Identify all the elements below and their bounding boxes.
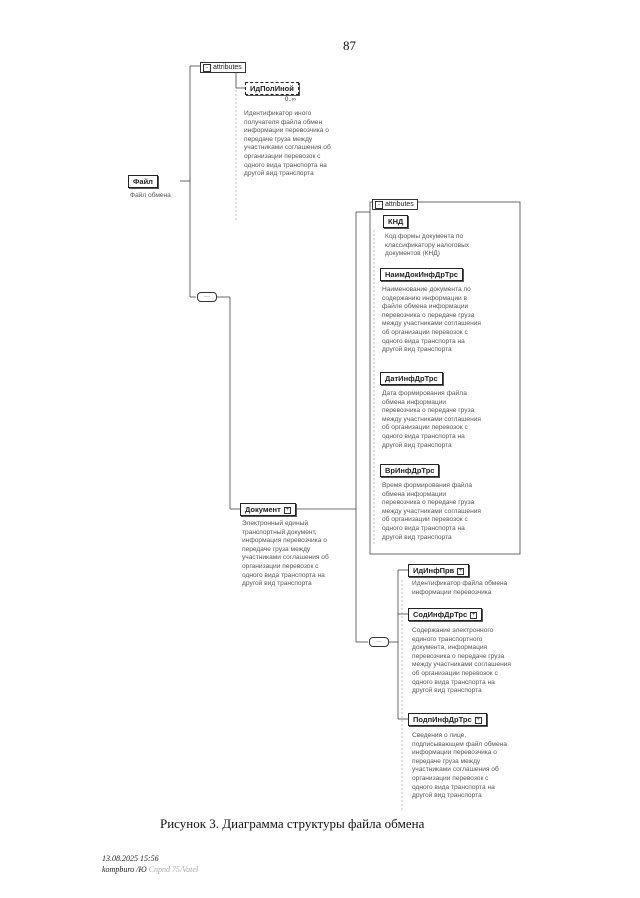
document-name: Документ (245, 505, 281, 514)
expand-icon[interactable]: + (471, 611, 476, 618)
figure-caption: Рисунок 3. Диаграмма структуры файла обмена (160, 816, 425, 831)
element-root-file[interactable] (128, 175, 158, 188)
document-description: Электронный единый транспортный документ, информация перевозчика о передаче груза между участниками соглашения об организации перевозок с одного вида транспорта на другой вид транспорта (242, 520, 329, 588)
expand-icon[interactable]: + (476, 716, 480, 723)
footer-user-name: kompburo /Ю (102, 865, 147, 874)
sodinf-description: Содержание электронного единого транспортного документа, информация перевозчика о передаче груза между участниками соглашения об организации перевозок с одного вида транспорта на другой вид транспорта (412, 627, 511, 695)
expand-icon[interactable]: + (285, 506, 290, 513)
podpinf-description: Сведения о лице, подписывающем файл обмена информации перевозчика о передаче груза между участниками соглашения об организации перевозок с одного вида транспорта на другой вид транспорта (412, 732, 507, 800)
page-number: 87 (343, 38, 356, 53)
attribute-vrinf[interactable]: ВрИнфДрТрс (380, 464, 439, 477)
attributes-label: attributes (385, 201, 414, 208)
root-attributes-tab[interactable] (200, 62, 246, 73)
footer-user-faint: Cnpnd 75/Vatel (148, 865, 199, 874)
naimdok-description: Наименование документа по содержанию информации в файле обмена информации перевозчика о передаче груза между участниками соглашения об организации перевозок с одного вида транспорта на другой вид транспорта (382, 286, 481, 354)
root-name: Файл (133, 177, 153, 186)
footer-user (102, 865, 198, 874)
document-attributes-tab[interactable] (372, 199, 418, 210)
idinfprv-description: Идентификатор файла обмена информации перевозчика (412, 580, 508, 596)
element-idpolinoy[interactable]: ИдПолИной (245, 82, 299, 95)
element-idinfprv[interactable]: ИдИнфПрв + (408, 564, 469, 577)
idpolinoy-description: Идентификатор иного получателя файла обмен информации перевозчика о передаче груза между участниками соглашения об организации перевозок с одного вида транспорта на другой вид транспорта (244, 110, 331, 178)
attribute-knd[interactable]: КНД (383, 215, 408, 228)
attribute-naimdok[interactable]: НаимДокИнфДрТрс (380, 268, 463, 281)
sequence-icon[interactable]: ··· (197, 292, 217, 302)
vrinf-description: Время формирования файла обмена информации перевозчика о передаче груза между участниками соглашения об организации перевозок с одного вида транспорта на другой вид транспорта (382, 482, 481, 541)
sequence-icon[interactable]: ··· (369, 637, 389, 647)
element-podpinf[interactable]: ПодпИнфДрТрс + (408, 713, 487, 726)
collapse-icon[interactable]: - (203, 64, 211, 72)
attributes-label: attributes (213, 64, 242, 71)
expand-icon[interactable]: + (458, 567, 463, 574)
datinf-description: Дата формирования файла обмена информации перевозчика о передаче груза между участниками соглашения об организации перевозок с одного вида транспорта на другой вид транспорта (382, 390, 481, 449)
collapse-icon[interactable]: - (375, 201, 383, 209)
root-description: Файл обмена (130, 192, 171, 199)
footer-date: 13.08.2025 15:56 (102, 854, 159, 863)
knd-description: Код формы документа по классификатору налоговых документов (КНД) (385, 233, 470, 258)
multiplicity-label: 0..∞ (285, 97, 296, 103)
element-sodinf[interactable]: СодИнфДрТрс + (408, 608, 482, 621)
attribute-datinf[interactable]: ДатИнфДрТрс (380, 372, 443, 385)
element-document[interactable] (240, 503, 296, 516)
